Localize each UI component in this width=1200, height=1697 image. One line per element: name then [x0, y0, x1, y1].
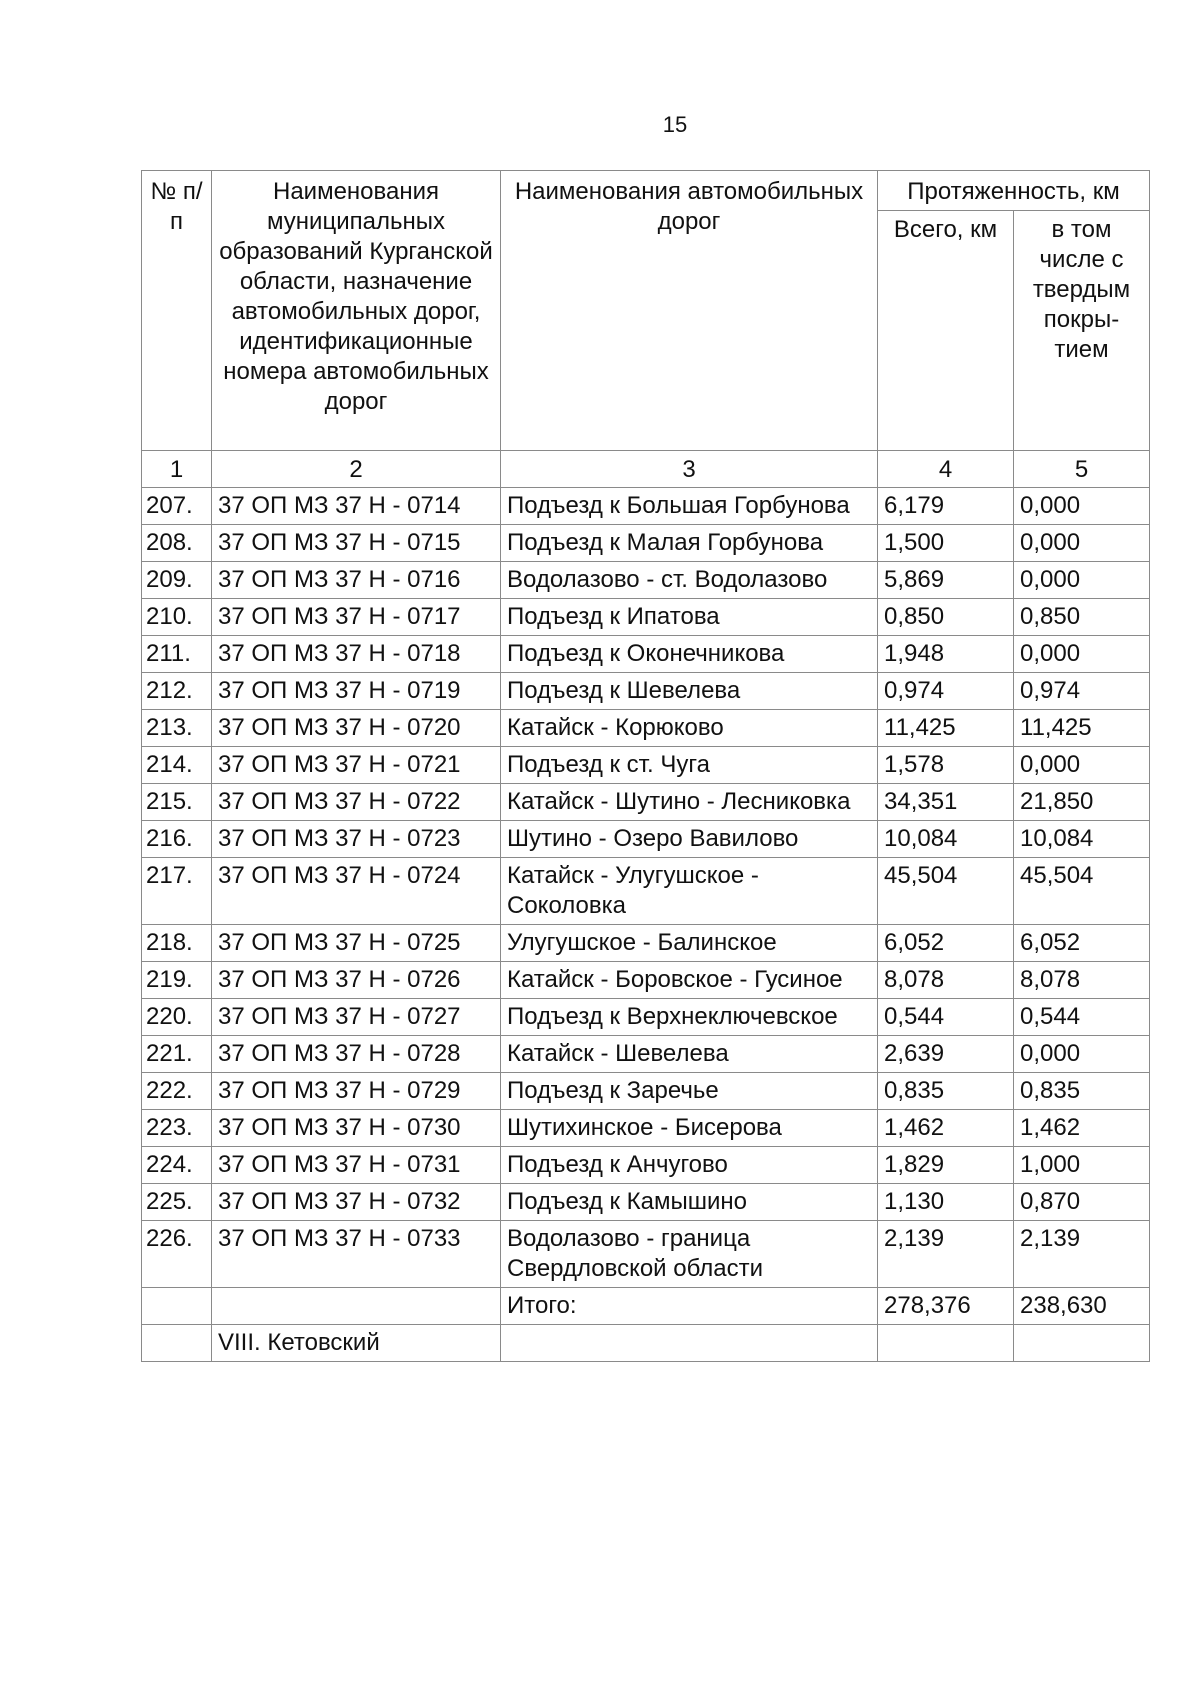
section-num-cell: [142, 1325, 212, 1362]
header-num: № п/п: [142, 171, 212, 451]
row-length-paved: 0,835: [1014, 1073, 1150, 1110]
row-num: 216.: [142, 821, 212, 858]
row-road-name: Водолазово - ст. Водолазово: [501, 562, 878, 599]
row-road-name: Подъезд к Заречье: [501, 1073, 878, 1110]
header-road-name: Наименования автомобильных дорог: [501, 171, 878, 451]
column-number: 3: [501, 451, 878, 488]
totals-total: 278,376: [878, 1288, 1014, 1325]
row-num: 212.: [142, 673, 212, 710]
row-length-paved: 2,139: [1014, 1221, 1150, 1288]
row-num: 220.: [142, 999, 212, 1036]
table-row: [142, 636, 1150, 673]
row-road-id: 37 ОП МЗ 37 Н - 0716: [212, 562, 501, 599]
row-num: 211.: [142, 636, 212, 673]
row-length-total: 0,835: [878, 1073, 1014, 1110]
row-road-name: Водолазово - граница Свердловской области: [501, 1221, 878, 1288]
row-road-id: 37 ОП МЗ 37 Н - 0718: [212, 636, 501, 673]
row-length-total: 1,462: [878, 1110, 1014, 1147]
row-length-total: 6,052: [878, 925, 1014, 962]
row-length-paved: 0,000: [1014, 636, 1150, 673]
row-length-total: 1,578: [878, 747, 1014, 784]
table-row: [142, 999, 1150, 1036]
table-row: [142, 747, 1150, 784]
row-length-total: 6,179: [878, 488, 1014, 525]
row-road-id: 37 ОП МЗ 37 Н - 0733: [212, 1221, 501, 1288]
row-road-name: Подъезд к Верхнеключевское: [501, 999, 878, 1036]
row-num: 221.: [142, 1036, 212, 1073]
column-numbers-row: [142, 451, 1150, 488]
row-length-total: 8,078: [878, 962, 1014, 999]
row-num: 218.: [142, 925, 212, 962]
row-length-total: 1,130: [878, 1184, 1014, 1221]
section-empty-cell: [878, 1325, 1014, 1362]
row-road-id: 37 ОП МЗ 37 Н - 0719: [212, 673, 501, 710]
row-road-id: 37 ОП МЗ 37 Н - 0730: [212, 1110, 501, 1147]
totals-label: Итого:: [501, 1288, 878, 1325]
row-num: 208.: [142, 525, 212, 562]
section-empty-cell: [1014, 1325, 1150, 1362]
column-number: 5: [1014, 451, 1150, 488]
row-length-total: 45,504: [878, 858, 1014, 925]
totals-id-cell: [212, 1288, 501, 1325]
header-municipal: Наименования муниципальных образований Курганской области, назначение автомобильных дорог, идентификационные номера автомобильных дорог: [212, 171, 501, 451]
row-road-id: 37 ОП МЗ 37 Н - 0729: [212, 1073, 501, 1110]
table-row: [142, 488, 1150, 525]
row-road-id: 37 ОП МЗ 37 Н - 0722: [212, 784, 501, 821]
row-road-name: Шутихинское - Бисерова: [501, 1110, 878, 1147]
row-length-paved: 0,000: [1014, 488, 1150, 525]
row-num: 210.: [142, 599, 212, 636]
row-road-name: Подъезд к ст. Чуга: [501, 747, 878, 784]
row-length-paved: 45,504: [1014, 858, 1150, 925]
row-road-name: Подъезд к Оконечникова: [501, 636, 878, 673]
table-row: [142, 784, 1150, 821]
section-title: VIII. Кетовский: [212, 1325, 501, 1362]
row-length-total: 0,850: [878, 599, 1014, 636]
row-road-id: 37 ОП МЗ 37 Н - 0728: [212, 1036, 501, 1073]
row-length-total: 11,425: [878, 710, 1014, 747]
table-row: [142, 858, 1150, 925]
row-length-paved: 0,000: [1014, 562, 1150, 599]
column-number: 1: [142, 451, 212, 488]
row-length-paved: 11,425: [1014, 710, 1150, 747]
table-row: [142, 1221, 1150, 1288]
page-number: 15: [662, 112, 688, 137]
row-length-total: 1,829: [878, 1147, 1014, 1184]
row-length-paved: 8,078: [1014, 962, 1150, 999]
row-road-name: Катайск - Корюково: [501, 710, 878, 747]
row-length-total: 2,139: [878, 1221, 1014, 1288]
table-row: [142, 1073, 1150, 1110]
row-length-total: 34,351: [878, 784, 1014, 821]
row-road-name: Катайск - Шутино - Лесниковка: [501, 784, 878, 821]
row-road-name: Катайск - Шевелева: [501, 1036, 878, 1073]
table-row: [142, 562, 1150, 599]
table-row: [142, 962, 1150, 999]
column-number: 4: [878, 451, 1014, 488]
row-road-name: Подъезд к Малая Горбунова: [501, 525, 878, 562]
row-length-paved: 0,974: [1014, 673, 1150, 710]
row-length-paved: 0,000: [1014, 747, 1150, 784]
row-road-name: Подъезд к Ипатова: [501, 599, 878, 636]
row-length-total: 1,500: [878, 525, 1014, 562]
row-road-id: 37 ОП МЗ 37 Н - 0725: [212, 925, 501, 962]
header-paved: в том числе с твердым покры-тием: [1014, 211, 1150, 451]
table-row: [142, 710, 1150, 747]
row-length-total: 0,544: [878, 999, 1014, 1036]
row-length-paved: 0,000: [1014, 1036, 1150, 1073]
row-road-id: 37 ОП МЗ 37 Н - 0717: [212, 599, 501, 636]
row-num: 209.: [142, 562, 212, 599]
row-road-id: 37 ОП МЗ 37 Н - 0724: [212, 858, 501, 925]
table-row: [142, 1147, 1150, 1184]
column-number: 2: [212, 451, 501, 488]
table-row: [142, 1184, 1150, 1221]
row-num: 222.: [142, 1073, 212, 1110]
row-num: 217.: [142, 858, 212, 925]
section-row: [142, 1325, 1150, 1362]
row-num: 215.: [142, 784, 212, 821]
row-num: 225.: [142, 1184, 212, 1221]
table-row: [142, 1036, 1150, 1073]
row-road-name: Шутино - Озеро Вавилово: [501, 821, 878, 858]
row-road-id: 37 ОП МЗ 37 Н - 0731: [212, 1147, 501, 1184]
row-road-id: 37 ОП МЗ 37 Н - 0732: [212, 1184, 501, 1221]
row-length-total: 2,639: [878, 1036, 1014, 1073]
totals-paved: 238,630: [1014, 1288, 1150, 1325]
row-length-total: 1,948: [878, 636, 1014, 673]
row-num: 213.: [142, 710, 212, 747]
row-road-name: Подъезд к Шевелева: [501, 673, 878, 710]
row-length-total: 5,869: [878, 562, 1014, 599]
row-num: 223.: [142, 1110, 212, 1147]
row-road-id: 37 ОП МЗ 37 Н - 0723: [212, 821, 501, 858]
row-road-name: Подъезд к Большая Горбунова: [501, 488, 878, 525]
row-num: 207.: [142, 488, 212, 525]
section-empty-cell: [501, 1325, 878, 1362]
row-length-paved: 0,000: [1014, 525, 1150, 562]
header-total: Всего, км: [878, 211, 1014, 451]
table-row: [142, 1110, 1150, 1147]
table-row: [142, 821, 1150, 858]
table-row: [142, 525, 1150, 562]
row-length-paved: 1,462: [1014, 1110, 1150, 1147]
row-length-total: 10,084: [878, 821, 1014, 858]
row-num: 226.: [142, 1221, 212, 1288]
row-length-paved: 10,084: [1014, 821, 1150, 858]
row-length-paved: 1,000: [1014, 1147, 1150, 1184]
row-length-paved: 0,850: [1014, 599, 1150, 636]
row-length-paved: 21,850: [1014, 784, 1150, 821]
row-length-total: 0,974: [878, 673, 1014, 710]
row-road-id: 37 ОП МЗ 37 Н - 0714: [212, 488, 501, 525]
roads-table: [141, 170, 1150, 1362]
row-length-paved: 6,052: [1014, 925, 1150, 962]
row-num: 224.: [142, 1147, 212, 1184]
row-road-id: 37 ОП МЗ 37 Н - 0726: [212, 962, 501, 999]
row-road-id: 37 ОП МЗ 37 Н - 0727: [212, 999, 501, 1036]
table-row: [142, 673, 1150, 710]
row-road-name: Подъезд к Камышино: [501, 1184, 878, 1221]
row-road-name: Катайск - Улугушское - Соколовка: [501, 858, 878, 925]
totals-row: [142, 1288, 1150, 1325]
row-num: 219.: [142, 962, 212, 999]
row-road-id: 37 ОП МЗ 37 Н - 0720: [212, 710, 501, 747]
header-length: Протяженность, км: [878, 171, 1150, 211]
row-road-id: 37 ОП МЗ 37 Н - 0721: [212, 747, 501, 784]
row-road-name: Подъезд к Анчугово: [501, 1147, 878, 1184]
row-road-id: 37 ОП МЗ 37 Н - 0715: [212, 525, 501, 562]
row-num: 214.: [142, 747, 212, 784]
row-length-paved: 0,870: [1014, 1184, 1150, 1221]
table-row: [142, 925, 1150, 962]
row-road-name: Улугушское - Балинское: [501, 925, 878, 962]
totals-num-cell: [142, 1288, 212, 1325]
table-row: [142, 599, 1150, 636]
row-length-paved: 0,544: [1014, 999, 1150, 1036]
row-road-name: Катайск - Боровское - Гусиное: [501, 962, 878, 999]
